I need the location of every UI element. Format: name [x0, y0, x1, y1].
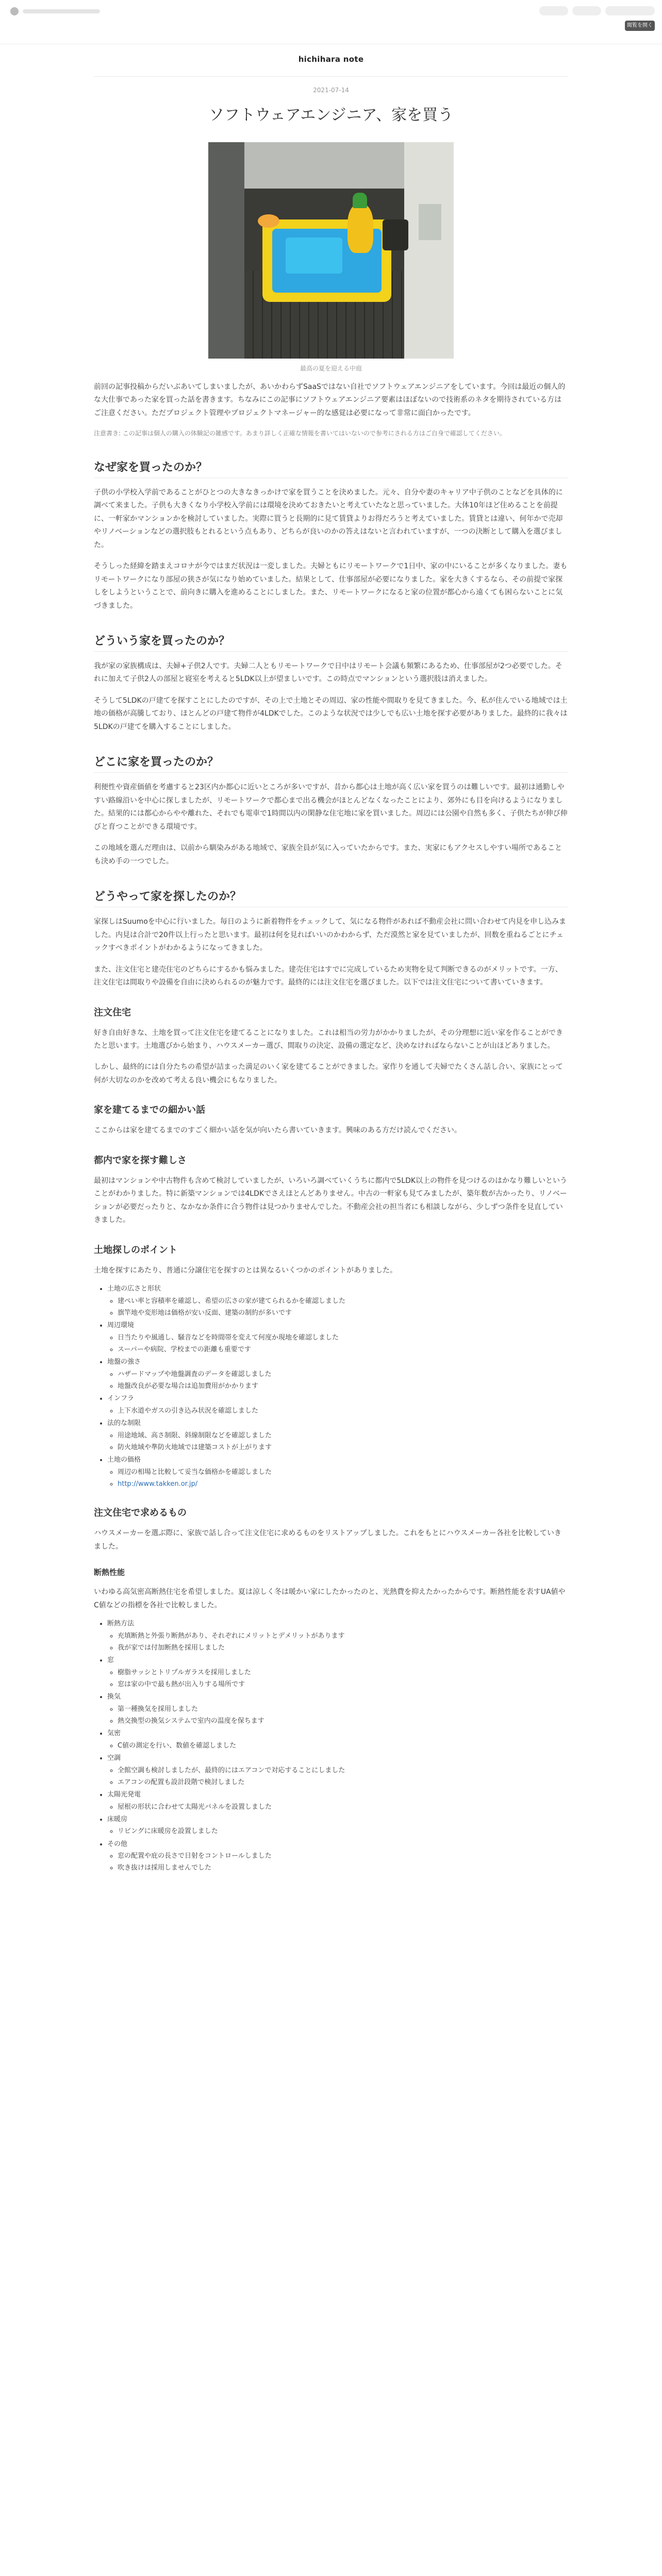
paragraph: 我が家の家族構成は、夫婦+子供2人です。夫婦二人ともリモートワークで日中はリモート会議も頻繁にあるため、仕事部屋が2つ必要でした。それに加えて子供2人の部屋と寝室を考えると5LDK以上が望ましいです。この時点でマンションという選択肢は消えました。: [94, 662, 562, 684]
paragraph: 好き自由好きな、土地を買って注文住宅を建てることになりました。これは相当の労力がかかりましたが、その分理想に近い家を作ることができたと思います。土地選びから始まり、ハウスメーカー選び、間取りの決定、設備の選定など、決めなければならないことが山ほどありました。: [94, 1028, 563, 1050]
list-item: • 法的な制限 ◦ 用途地域、高さ制限、斜線制限などを確認しました ◦ 防火地域や準防火地域では建築コストが上がります: [107, 1418, 568, 1453]
site-logo-icon[interactable]: [10, 7, 19, 15]
list-item: ◦ 屋根の形状に合わせて太陽光パネルを設置しました: [118, 1802, 568, 1813]
list-item: ◦ 地盤改良が必要な場合は追加費用がかかります: [118, 1381, 568, 1392]
section-heading-request: 注文住宅で求めるもの: [94, 1507, 187, 1519]
list-item: • 断熱方法 ◦ 充填断熱と外張り断熱があり、それぞれにメリットとデメリットがあります ◦ 我が家では付加断熱を採用しました: [107, 1618, 568, 1654]
list-item: ◦ エアコンの配置も設計段階で検討しました: [118, 1777, 568, 1788]
paragraph: また、注文住宅と建売住宅のどちらにするかも悩みました。建売住宅はすでに完成しているため実物を見て判断できるのがメリットです。一方、注文住宅は間取りや設備を自由に決められるのが魅力です。最終的には注文住宅を選びました。以下では注文住宅について書いていきます。: [94, 965, 562, 987]
list-item: ◦ 窓は家の中で最も熱が出入りする場所です: [118, 1679, 568, 1690]
note-paragraph: 注意書き: この記事は個人の購入の体験記の雑感です。あまり詳しく正確な情報を書いてはいないので参考にされる方はご自身で確認してください。: [94, 430, 506, 437]
paragraph: この地域を選んだ理由は、以前から馴染みがある地域で、家族全員が気に入っていたからです。また、実家にもアクセスしやすい場所であることも決め手の一つでした。: [94, 844, 562, 866]
list-item: ◦ 熱交換型の換気システムで室内の温度を保ちます: [118, 1716, 568, 1727]
paragraph: 土地を探すにあたり、普通に分譲住宅を探すのとは異なるいくつかのポイントがありました。: [94, 1266, 397, 1275]
post-title: ソフトウェアエンジニア、家を買う: [208, 106, 454, 124]
paragraph: ここからは家を建てるまでのすごく細かい話を気が向いたら書いていきます。興味のある方だけ読んでください。: [94, 1126, 461, 1135]
list-item: ◦ 上下水道やガスの引き込み状況を確認しました: [118, 1405, 568, 1417]
blog-title[interactable]: hichihara note: [298, 55, 364, 64]
list-item: • 太陽光発電 ◦ 屋根の形状に合わせて太陽光パネルを設置しました: [107, 1789, 568, 1813]
header-pill[interactable]: [605, 6, 655, 15]
photo-caption: 最高の夏を迎える中庭: [300, 365, 362, 372]
list-item: • 換気 ◦ 第一種換気を採用しました ◦ 熱交換型の換気システムで室内の温度を保ちます: [107, 1691, 568, 1727]
list-item: ◦ ハザードマップや地盤調査のデータを確認しました: [118, 1369, 568, 1380]
external-link[interactable]: http://www.takken.or.jp/: [118, 1480, 198, 1488]
list-item: ◦ 第一種換気を採用しました: [118, 1704, 568, 1715]
paragraph: 家探しはSuumoを中心に行いました。毎日のように新着物件をチェックして、気になる物件があれば不動産会社に問い合わせて内見を申し込みました。内見は合計で20件以上行ったと思います。最初は何を見ればいいのかわからず、ただ漠然と家を見ていましたが、回数を重ねるごとにチェックすべきポイントがわかるようになってきました。: [94, 918, 567, 953]
paragraph: 利便性や資産価値を考慮すると23区内か都心に近いところが多いですが、昔から都心は土地が高く広い家を買うのは難しいです。最初は通勤しやすい路線沿いを中心に探しましたが、リモートワークで都心まで出る機会がほとんどなくなったことにより、郊外にも目を向けるようになりました。結果的には都心からやや離れた、それでも電車で1時間以内の閑静な住宅地に家を買いました。周辺には公園や自然も多く、子供たちが伸び伸びと育つことができる環境です。: [94, 783, 568, 831]
paragraph: いわゆる高気密高断熱住宅を希望しました。夏は涼しく冬は暖かい家にしたかったのと、光熱費を抑えたかったからです。断熱性能を表すUA値やC値などの指標を各社で比較しました。: [94, 1588, 566, 1609]
header-pill[interactable]: [572, 6, 601, 15]
paragraph: そうして5LDKの戸建てを探すことにしたのですが、その上で土地とその周辺、家の性能や間取りを見てきました。今、私が住んでいる地域では土地の価格が高騰しており、ほとんどの戸建て物件が4LDKでした。このような状況では少しでも広い土地を探す必要がありました。最終的に我々は5LDKの戸建てを購入することにしました。: [94, 696, 568, 731]
header-pill[interactable]: [539, 6, 568, 15]
list-item: ◦ 用途地域、高さ制限、斜線制限などを確認しました: [118, 1430, 568, 1442]
request-items-list: [94, 1618, 568, 1874]
list-item: • 空調 ◦ 全館空調も検討しましたが、最終的にはエアコンで対応することにしました ◦ エアコンの配置も設計段階で検討しました: [107, 1753, 568, 1788]
section-heading-type: どういう家を買ったのか？: [94, 632, 568, 652]
paragraph: ハウスメーカーを選ぶ際に、家族で話し合って注文住宅に求めるものをリストアップしました。これをもとにハウスメーカー各社を比較していきました。: [94, 1529, 561, 1551]
subsection-heading: 断熱性能: [94, 1568, 125, 1578]
paragraph: しかし、最終的には自分たちの希望が詰まった満足のいく家を建てることができました。家作りを通して夫婦でたくさん話し合い、家族にとって何が大切なのかを改めて考える良い機会にもなりました。: [94, 1063, 563, 1084]
section-heading-custom: 注文住宅: [94, 1007, 131, 1018]
article: [94, 87, 568, 1874]
section-heading-how: どうやって家を探したのか？: [94, 888, 568, 907]
list-item: ◦ 周辺の相場と比較して妥当な価格かを確認しました: [118, 1467, 568, 1478]
courtyard-photo: [208, 142, 454, 359]
list-item: ◦ 全館空調も検討しましたが、最終的にはエアコンで対応することにしました: [118, 1765, 568, 1776]
list-item: [118, 1479, 568, 1490]
list-item: • 土地の価格 ◦ 周辺の相場と比較して妥当な価格かを確認しました ◦ http://www.takken.or.jp/: [107, 1454, 568, 1490]
list-item: ◦ 建ぺい率と容積率を確認し、希望の広さの家が建てられるかを確認しました: [118, 1296, 568, 1307]
list-item: • インフラ ◦ 上下水道やガスの引き込み状況を確認しました: [107, 1393, 568, 1417]
paragraph: そうしった経緯を踏まえコロナが今ではまだ状況は一変しました。夫婦ともにリモートワークで1日中、家の中にいることが多くなりました。妻もリモートワークになり部屋の狭さが気になり始めていました。結果として、仕事部屋が必要になりました。家を大きくするなら、その前提で家探しをしようということで、前向きに購入を進めることにしました。また、リモートワークになると家の位置が都心から遠くても困らないことに気づきました。: [94, 562, 568, 610]
list-item: • 地盤の強さ ◦ ハザードマップや地盤調査のデータを確認しました ◦ 地盤改良が必要な場合は追加費用がかかります: [107, 1357, 568, 1392]
list-item: • 気密 ◦ C値の測定を行い、数値を確認しました: [107, 1728, 568, 1752]
paragraph: 最初はマンションや中古物件も含めて検討していましたが、いろいろ調べていくうちに都内で5LDK以上の物件を見つけるのはかなり難しいということがわかりました。特に新築マンションでは4LDKでさえほとんどありません。中古の一軒家も見てみましたが、築年数が古かったり、リノベーションが必要だったりと、なかなか条件に合う物件は見つかりませんでした。不動産会社の担当者にも相談しながら、少しずつ条件を見直していきました。: [94, 1176, 568, 1225]
section-heading-flow: 家を建てるまでの細かい話: [94, 1105, 205, 1116]
list-item: • その他 ◦ 窓の配置や庇の長さで日射をコントロールしました ◦ 吹き抜けは採用しませんでした: [107, 1839, 568, 1874]
list-item: ◦ スーパーや病院、学校までの距離も重要です: [118, 1344, 568, 1355]
list-item: ◦ 防火地域や準防火地域では建築コストが上がります: [118, 1442, 568, 1453]
land-points-list: [94, 1283, 568, 1490]
list-item: ◦ 充填断熱と外張り断熱があり、それぞれにメリットとデメリットがあります: [118, 1631, 568, 1642]
top-bar: [0, 0, 662, 44]
list-item: ◦ 樹脂サッシとトリプルガラスを採用しました: [118, 1667, 568, 1679]
list-item: ◦ 日当たりや風通し、騒音などを時間帯を変えて何度か現地を確認しました: [118, 1332, 568, 1344]
section-heading-where: どこに家を買ったのか？: [94, 753, 568, 773]
section-heading-hard: 都内で家を探す難しさ: [94, 1155, 187, 1166]
list-item: ◦ C値の測定を行い、数値を確認しました: [118, 1740, 568, 1752]
section-heading-land: 土地探しのポイント: [94, 1244, 177, 1256]
list-item: • 窓 ◦ 樹脂サッシとトリプルガラスを採用しました ◦ 窓は家の中で最も熱が出入りする場所です: [107, 1655, 568, 1690]
paragraph: 子供の小学校入学前であることがひとつの大きなきっかけで家を買うことを決めました。元々、自分や妻のキャリア中子供のことなどを具体的に調べて来ました。子供も大きくなり小学校入学前には環境を決めておきたいと考えていたなと思っていました。大体10年ほど住めることを前提に、一軒家かマンションかを検討していました。実際に買うと長期的に見て賃貸よりお得だろうと考えていました。賃貸とは違い、何年かで売却やリノベーションなどの選択肢もとれるという点もあり、どちらが良いのかの答えはないと言われていますが、一つの決断として購入を選びました。: [94, 488, 563, 549]
list-item: ◦ 窓の配置や庇の長さで日射をコントロールしました: [118, 1851, 568, 1862]
list-item: ◦ リビングに床暖房を設置しました: [118, 1826, 568, 1837]
list-item: • 土地の広さと形状 ◦ 建ぺい率と容積率を確認し、希望の広さの家が建てられるかを確認しました ◦ 旗竿地や変形地は価格が安い反面、建築の制約が多いです: [107, 1283, 568, 1319]
list-item: ◦ 吹き抜けは採用しませんでした: [118, 1862, 568, 1874]
post-date: 2021-07-14: [313, 87, 349, 94]
intro-paragraph: 前回の記事投稿からだいぶあいてしまいましたが、あいかわらずSaaSではない自社でソフトウェアエンジニアをしています。今回は最近の個人的な大仕事であった家を買った話を書きます。ちなみにこの記事にソフトウェアエンジニア要素はほぼないので技術系のネタを期待されている方はご注意ください。ただプロジェクト管理やプロジェクトマネージャー的な感覚は必要になって非常に面白かったです。: [94, 383, 566, 417]
list-item: • 床暖房 ◦ リビングに床暖房を設置しました: [107, 1814, 568, 1838]
site-header-link[interactable]: [23, 9, 100, 13]
list-item: • 周辺環境 ◦ 日当たりや風通し、騒音などを時間帯を変えて何度か現地を確認しました ◦ スーパーや病院、学校までの距離も重要です: [107, 1320, 568, 1355]
list-item: ◦ 我が家では付加断熱を採用しました: [118, 1642, 568, 1654]
header-action-button[interactable]: 閲覧を開く: [625, 21, 655, 31]
section-heading-why: なぜ家を買ったのか？: [94, 459, 568, 478]
list-item: ◦ 旗竿地や変形地は価格が安い反面、建築の制約が多いです: [118, 1308, 568, 1319]
divider: [94, 76, 568, 77]
